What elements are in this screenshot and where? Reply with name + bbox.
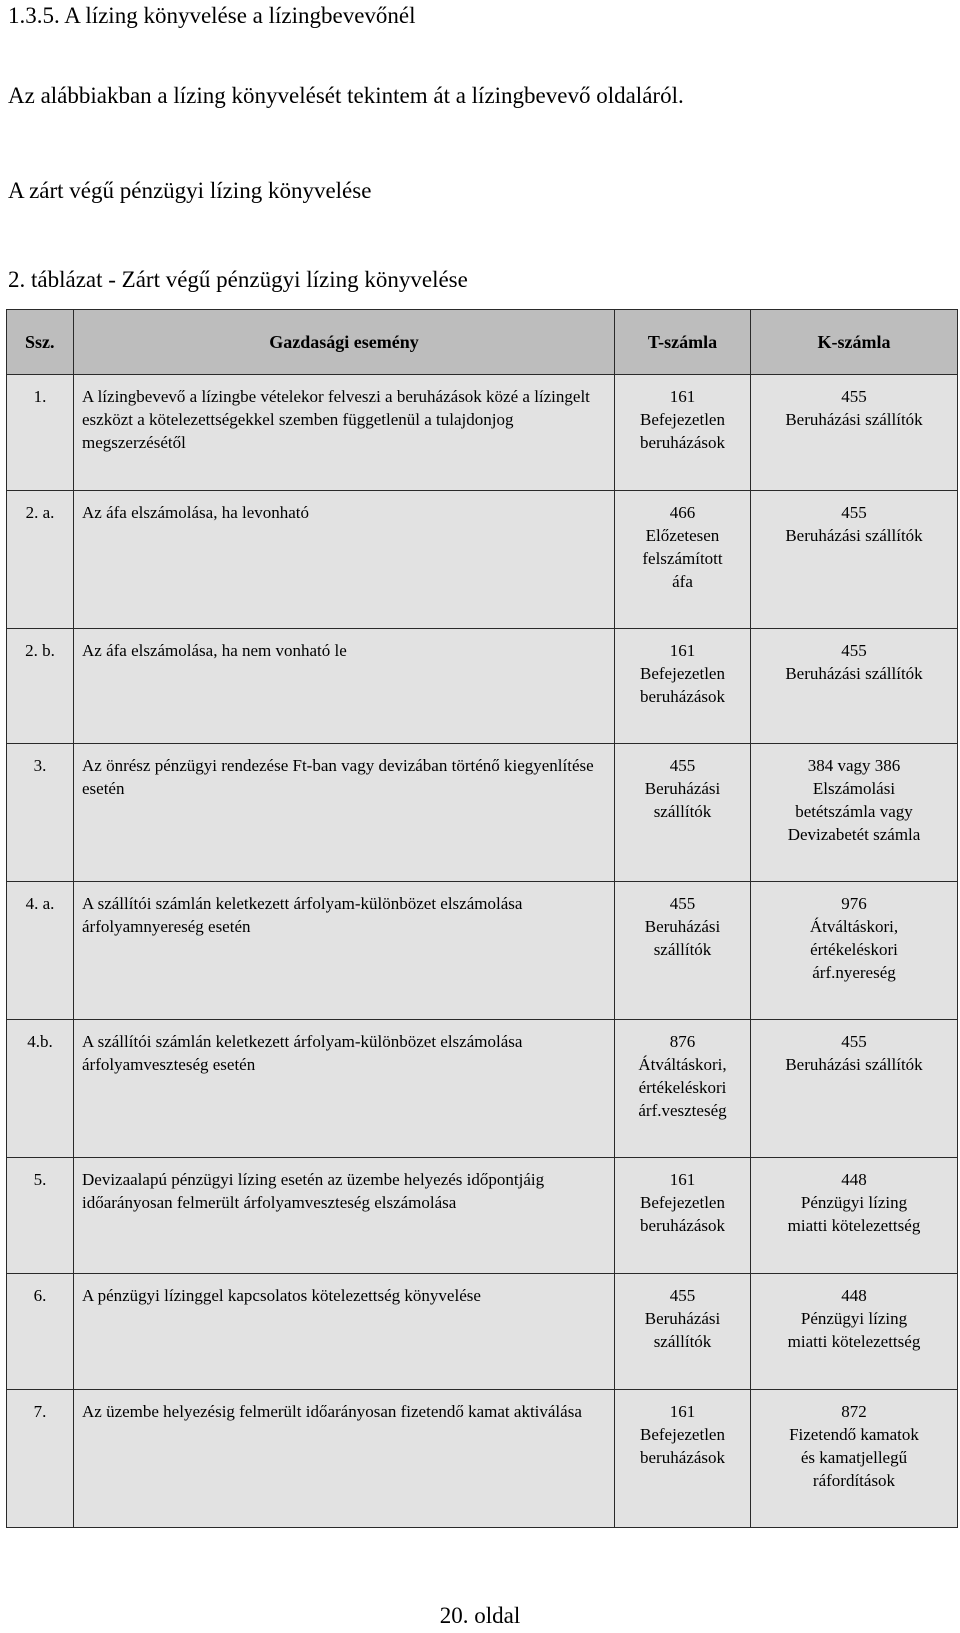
debit-account [615, 882, 751, 1020]
row-number: 4. a. [7, 882, 74, 1020]
account-name-line: miatti kötelezettség [787, 1216, 921, 1235]
debit-account [615, 491, 751, 629]
account-name-line: Beruházási szállítók [785, 1055, 923, 1074]
table-header-row [7, 310, 958, 375]
credit-account [751, 882, 958, 1020]
header-credit: K-számla [751, 310, 958, 375]
debit-account [615, 1158, 751, 1274]
account-name-line: Beruházási [644, 779, 721, 798]
account-code: 448 [841, 1170, 867, 1189]
account-code: 161 [669, 387, 696, 406]
account-code: 161 [669, 1402, 696, 1421]
debit-account [615, 1390, 751, 1528]
account-code: 976 [841, 894, 867, 913]
account-code: 466 [669, 503, 696, 522]
account-name-line: árf.veszteség [638, 1101, 727, 1120]
event-description: A szállítói számlán keletkezett árfolyam-különbözet elszámolása árfolyamnyereség esetén [74, 882, 615, 1020]
account-code: 876 [669, 1032, 696, 1051]
account-name-line: betétszámla vagy [795, 802, 913, 821]
account-name-line: és kamatjellegű [800, 1448, 908, 1467]
table-caption: 2. táblázat - Zárt végű pénzügyi lízing könyvelése [8, 267, 468, 292]
event-description: Devizaalapú pénzügyi lízing esetén az üzembe helyezés időpontjáig időarányosan felmerült árfolyamveszteség elszámolása [74, 1158, 615, 1274]
account-code: 455 [669, 1286, 696, 1305]
account-name-line: szállítók [653, 802, 712, 821]
table-row [7, 629, 958, 744]
event-description: A lízingbevevő a lízingbe vételekor felveszi a beruházások közé a lízingelt eszközt a kötelezettségekkel szemben függetlenül a tulajdonjog megszerzésétől [74, 375, 615, 491]
credit-account [751, 375, 958, 491]
account-name-line: szállítók [653, 1332, 712, 1351]
account-code: 448 [841, 1286, 867, 1305]
event-description: A pénzügyi lízinggel kapcsolatos kötelezettség könyvelése [74, 1274, 615, 1390]
account-code: 161 [669, 1170, 696, 1189]
account-name-line: Befejezetlen [640, 1425, 725, 1444]
credit-account [751, 1274, 958, 1390]
account-name-line: Elszámolási [812, 779, 896, 798]
account-name-line: árf.nyereség [812, 963, 896, 982]
debit-account [615, 1020, 751, 1158]
account-code: 455 [841, 1032, 867, 1051]
account-code: 872 [841, 1402, 867, 1421]
table-row [7, 882, 958, 1020]
credit-account [751, 1390, 958, 1528]
account-name-line: ráfordítások [812, 1471, 896, 1490]
account-name-line: Befejezetlen [640, 410, 725, 429]
account-name-line: Devizabetét számla [787, 825, 921, 844]
subheading: A zárt végű pénzügyi lízing könyvelése [8, 178, 372, 203]
row-number: 2. b. [7, 629, 74, 744]
account-code: 161 [669, 641, 696, 660]
header-debit: T-számla [615, 310, 751, 375]
event-description: A szállítói számlán keletkezett árfolyam-különbözet elszámolása árfolyamveszteség esetén [74, 1020, 615, 1158]
credit-account [751, 629, 958, 744]
account-name-line: Beruházási szállítók [785, 664, 923, 683]
account-code: 455 [841, 387, 867, 406]
account-name-line: Befejezetlen [640, 664, 725, 683]
account-name-line: értékeléskori [810, 940, 898, 959]
account-code: 455 [669, 894, 696, 913]
row-number: 7. [7, 1390, 74, 1528]
intro-paragraph: Az alábbiakban a lízing könyvelését tekintem át a lízingbevevő oldaláról. [8, 83, 684, 108]
account-name-line: Előzetesen [645, 526, 720, 545]
header-event: Gazdasági esemény [74, 310, 615, 375]
event-description: Az áfa elszámolása, ha nem vonható le [74, 629, 615, 744]
account-code: 455 [841, 641, 867, 660]
credit-account [751, 1020, 958, 1158]
event-description: Az üzembe helyezésig felmerült időarányosan fizetendő kamat aktiválása [74, 1390, 615, 1528]
account-name-line: Átváltáskori, [809, 917, 899, 936]
account-name-line: Beruházási szállítók [785, 526, 923, 545]
account-name-line: áfa [672, 572, 693, 591]
account-code: 384 vagy 386 [807, 756, 901, 775]
account-name-line: Beruházási [644, 917, 721, 936]
account-name-line: felszámított [642, 549, 723, 568]
account-name-line: Beruházási [644, 1309, 721, 1328]
account-name-line: miatti kötelezettség [787, 1332, 921, 1351]
debit-account [615, 1274, 751, 1390]
table-row [7, 1274, 958, 1390]
account-name-line: Pénzügyi lízing [800, 1193, 908, 1212]
event-description: Az önrész pénzügyi rendezése Ft-ban vagy devizában történő kiegyenlítése esetén [74, 744, 615, 882]
credit-account [751, 491, 958, 629]
header-ssz: Ssz. [7, 310, 74, 375]
account-name-line: beruházások [640, 1448, 725, 1467]
table-row [7, 1158, 958, 1274]
row-number: 1. [7, 375, 74, 491]
debit-account [615, 629, 751, 744]
debit-account [615, 375, 751, 491]
account-name-line: Befejezetlen [640, 1193, 725, 1212]
row-number: 3. [7, 744, 74, 882]
table-row [7, 491, 958, 629]
account-name-line: beruházások [640, 433, 725, 452]
table-row [7, 1020, 958, 1158]
account-name-line: szállítók [653, 940, 712, 959]
section-heading: 1.3.5. A lízing könyvelése a lízingbevevőnél [8, 3, 416, 28]
table-row [7, 1390, 958, 1528]
row-number: 2. a. [7, 491, 74, 629]
table-row [7, 744, 958, 882]
account-name-line: beruházások [640, 687, 725, 706]
account-name-line: Beruházási szállítók [785, 410, 923, 429]
row-number: 4.b. [7, 1020, 74, 1158]
table-row [7, 375, 958, 491]
credit-account [751, 1158, 958, 1274]
page-number: 20. oldal [439, 1603, 521, 1628]
event-description: Az áfa elszámolása, ha levonható [74, 491, 615, 629]
ledger-table [6, 309, 958, 1528]
row-number: 6. [7, 1274, 74, 1390]
row-number: 5. [7, 1158, 74, 1274]
debit-account [615, 744, 751, 882]
account-name-line: beruházások [640, 1216, 725, 1235]
credit-account [751, 744, 958, 882]
account-name-line: Fizetendő kamatok [789, 1425, 919, 1444]
account-code: 455 [841, 503, 867, 522]
account-name-line: Átváltáskori, [638, 1055, 727, 1074]
account-code: 455 [669, 756, 696, 775]
account-name-line: értékeléskori [638, 1078, 727, 1097]
account-name-line: Pénzügyi lízing [800, 1309, 908, 1328]
